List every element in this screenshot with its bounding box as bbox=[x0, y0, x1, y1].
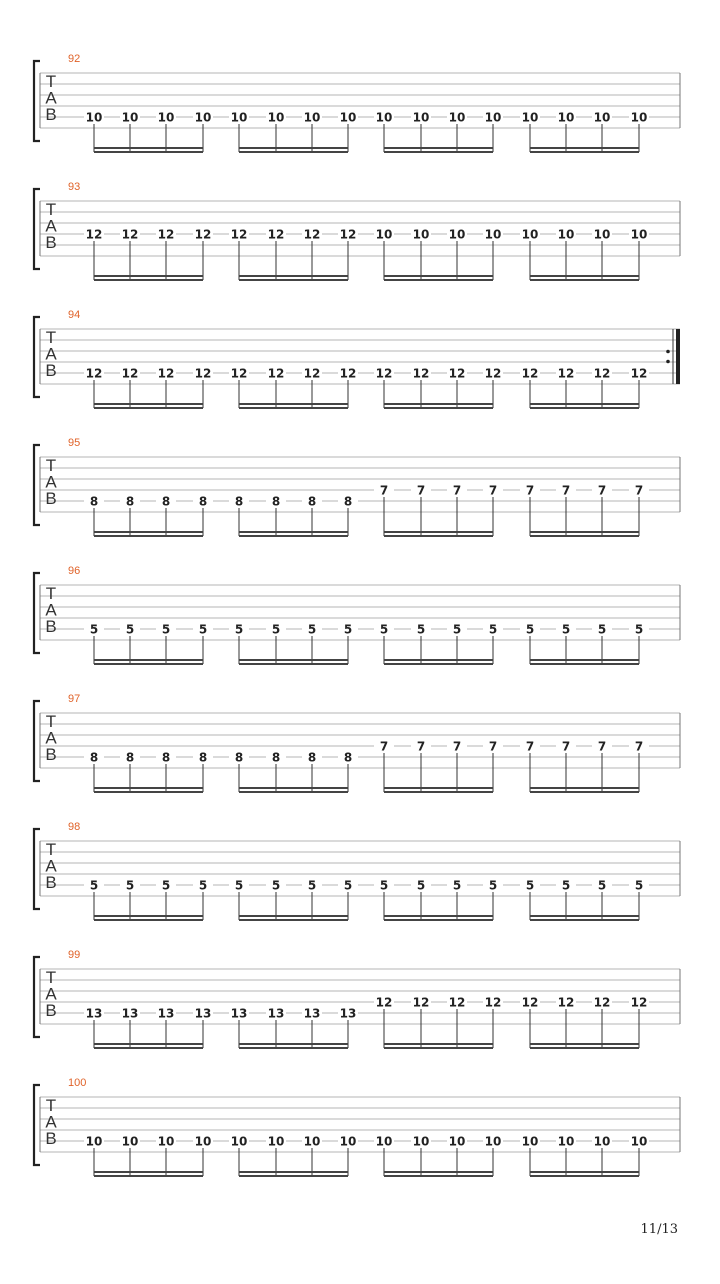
fret-number: 5 bbox=[452, 622, 462, 637]
fret-number: 5 bbox=[307, 878, 317, 893]
fret-number: 12 bbox=[375, 995, 393, 1010]
fret-number: 13 bbox=[85, 1006, 103, 1021]
fret-number: 12 bbox=[194, 227, 212, 242]
tab-system bbox=[34, 821, 680, 920]
fret-number: 5 bbox=[271, 622, 281, 637]
tab-clef-letter: B bbox=[45, 873, 57, 892]
system-bracket bbox=[34, 189, 40, 269]
fret-number: 7 bbox=[561, 739, 571, 754]
fret-number: 12 bbox=[339, 366, 357, 381]
fret-number: 7 bbox=[488, 483, 498, 498]
tab-clef-letter: T bbox=[45, 456, 57, 475]
fret-number: 10 bbox=[375, 1134, 393, 1149]
fret-number: 5 bbox=[525, 878, 535, 893]
measure-number: 95 bbox=[68, 437, 81, 449]
tab-clef-letter: T bbox=[45, 200, 57, 219]
fret-number: 12 bbox=[630, 995, 648, 1010]
system-bracket bbox=[34, 445, 40, 525]
fret-number: 13 bbox=[303, 1006, 321, 1021]
measure-number: 99 bbox=[68, 949, 81, 961]
fret-number: 10 bbox=[267, 110, 285, 125]
fret-number: 10 bbox=[230, 110, 248, 125]
fret-number: 7 bbox=[561, 483, 571, 498]
fret-number: 10 bbox=[303, 1134, 321, 1149]
fret-number: 5 bbox=[561, 878, 571, 893]
fret-number: 12 bbox=[303, 227, 321, 242]
tab-clef-letter: T bbox=[45, 840, 57, 859]
fret-number: 7 bbox=[416, 739, 426, 754]
fret-number: 7 bbox=[452, 739, 462, 754]
system-bracket bbox=[34, 829, 40, 909]
fret-number: 10 bbox=[375, 110, 393, 125]
fret-number: 10 bbox=[194, 1134, 212, 1149]
fret-number: 10 bbox=[157, 110, 175, 125]
fret-number: 5 bbox=[525, 622, 535, 637]
measure-number: 92 bbox=[68, 53, 81, 65]
fret-number: 10 bbox=[484, 227, 502, 242]
fret-number: 10 bbox=[339, 110, 357, 125]
fret-number: 5 bbox=[452, 878, 462, 893]
fret-number: 5 bbox=[234, 622, 244, 637]
repeat-dot bbox=[666, 360, 670, 364]
fret-number: 10 bbox=[521, 1134, 539, 1149]
fret-number: 12 bbox=[557, 366, 575, 381]
fret-number: 5 bbox=[416, 622, 426, 637]
tab-clef-letter: T bbox=[45, 968, 57, 987]
fret-number: 5 bbox=[379, 622, 389, 637]
fret-number: 5 bbox=[307, 622, 317, 637]
system-bracket bbox=[34, 61, 40, 141]
fret-number: 7 bbox=[525, 483, 535, 498]
fret-number: 7 bbox=[525, 739, 535, 754]
fret-number: 7 bbox=[597, 483, 607, 498]
fret-number: 12 bbox=[448, 995, 466, 1010]
system-bracket bbox=[34, 1085, 40, 1165]
fret-number: 10 bbox=[85, 1134, 103, 1149]
fret-number: 10 bbox=[557, 227, 575, 242]
tab-system bbox=[34, 53, 680, 152]
fret-number: 8 bbox=[125, 494, 135, 509]
fret-number: 12 bbox=[593, 366, 611, 381]
fret-number: 8 bbox=[198, 494, 208, 509]
fret-number: 10 bbox=[484, 110, 502, 125]
tab-clef-letter: B bbox=[45, 617, 57, 636]
fret-number: 7 bbox=[634, 483, 644, 498]
fret-number: 10 bbox=[412, 227, 430, 242]
fret-number: 8 bbox=[234, 494, 244, 509]
fret-number: 8 bbox=[271, 494, 281, 509]
tab-clef-letter: A bbox=[45, 344, 57, 364]
tab-system bbox=[34, 693, 680, 792]
fret-number: 5 bbox=[561, 622, 571, 637]
tab-system bbox=[34, 565, 680, 664]
fret-number: 12 bbox=[85, 227, 103, 242]
fret-number: 5 bbox=[488, 622, 498, 637]
fret-number: 8 bbox=[161, 494, 171, 509]
fret-number: 12 bbox=[412, 995, 430, 1010]
fret-number: 10 bbox=[339, 1134, 357, 1149]
tab-clef-letter: B bbox=[45, 745, 57, 764]
tab-clef-letter: B bbox=[45, 1129, 57, 1148]
fret-number: 12 bbox=[121, 366, 139, 381]
fret-number: 10 bbox=[521, 227, 539, 242]
tab-clef-letter: T bbox=[45, 584, 57, 603]
fret-number: 5 bbox=[634, 622, 644, 637]
fret-number: 7 bbox=[379, 739, 389, 754]
fret-number: 12 bbox=[412, 366, 430, 381]
fret-number: 12 bbox=[267, 366, 285, 381]
fret-number: 13 bbox=[157, 1006, 175, 1021]
fret-number: 12 bbox=[484, 995, 502, 1010]
fret-number: 7 bbox=[597, 739, 607, 754]
fret-number: 10 bbox=[157, 1134, 175, 1149]
tab-clef-letter: A bbox=[45, 600, 57, 620]
fret-number: 10 bbox=[521, 110, 539, 125]
fret-number: 13 bbox=[194, 1006, 212, 1021]
fret-number: 5 bbox=[379, 878, 389, 893]
fret-number: 12 bbox=[339, 227, 357, 242]
fret-number: 12 bbox=[521, 995, 539, 1010]
fret-number: 10 bbox=[412, 1134, 430, 1149]
fret-number: 10 bbox=[630, 110, 648, 125]
fret-number: 8 bbox=[307, 750, 317, 765]
fret-number: 5 bbox=[634, 878, 644, 893]
fret-number: 10 bbox=[303, 110, 321, 125]
fret-number: 12 bbox=[448, 366, 466, 381]
fret-number: 5 bbox=[89, 622, 99, 637]
fret-number: 10 bbox=[267, 1134, 285, 1149]
tab-system bbox=[34, 437, 680, 536]
tab-clef-letter: B bbox=[45, 361, 57, 380]
tab-clef-letter: B bbox=[45, 489, 57, 508]
tab-clef-letter: B bbox=[45, 105, 57, 124]
fret-number: 8 bbox=[343, 750, 353, 765]
fret-number: 10 bbox=[85, 110, 103, 125]
fret-number: 12 bbox=[375, 366, 393, 381]
tab-clef-letter: A bbox=[45, 88, 57, 108]
fret-number: 12 bbox=[230, 366, 248, 381]
fret-number: 12 bbox=[593, 995, 611, 1010]
fret-number: 5 bbox=[597, 878, 607, 893]
fret-number: 5 bbox=[488, 878, 498, 893]
fret-number: 8 bbox=[89, 750, 99, 765]
tab-clef-letter: T bbox=[45, 712, 57, 731]
fret-number: 10 bbox=[121, 110, 139, 125]
fret-number: 5 bbox=[234, 878, 244, 893]
tab-clef-letter: A bbox=[45, 216, 57, 236]
fret-number: 12 bbox=[303, 366, 321, 381]
tab-system bbox=[34, 181, 680, 280]
fret-number: 12 bbox=[157, 227, 175, 242]
fret-number: 5 bbox=[343, 622, 353, 637]
fret-number: 10 bbox=[593, 227, 611, 242]
fret-number: 7 bbox=[634, 739, 644, 754]
fret-number: 10 bbox=[484, 1134, 502, 1149]
tab-system bbox=[34, 309, 680, 408]
fret-number: 10 bbox=[557, 110, 575, 125]
tab-clef-letter: B bbox=[45, 233, 57, 252]
tab-clef-letter: A bbox=[45, 472, 57, 492]
fret-number: 8 bbox=[89, 494, 99, 509]
fret-number: 10 bbox=[448, 110, 466, 125]
fret-number: 8 bbox=[307, 494, 317, 509]
fret-number: 10 bbox=[630, 227, 648, 242]
fret-number: 8 bbox=[234, 750, 244, 765]
tab-clef-letter: T bbox=[45, 72, 57, 91]
tab-clef-letter: A bbox=[45, 984, 57, 1004]
tab-system bbox=[34, 949, 680, 1048]
tab-clef-letter: A bbox=[45, 728, 57, 748]
measure-number: 93 bbox=[68, 181, 81, 193]
fret-number: 8 bbox=[343, 494, 353, 509]
fret-number: 7 bbox=[416, 483, 426, 498]
fret-number: 10 bbox=[593, 1134, 611, 1149]
tab-clef-letter: A bbox=[45, 1112, 57, 1132]
fret-number: 13 bbox=[267, 1006, 285, 1021]
fret-number: 10 bbox=[230, 1134, 248, 1149]
fret-number: 8 bbox=[161, 750, 171, 765]
page-number: 11/13 bbox=[640, 1222, 678, 1237]
fret-number: 7 bbox=[379, 483, 389, 498]
fret-number: 7 bbox=[488, 739, 498, 754]
fret-number: 10 bbox=[448, 1134, 466, 1149]
fret-number: 5 bbox=[161, 622, 171, 637]
measure-number: 100 bbox=[68, 1077, 87, 1089]
fret-number: 8 bbox=[198, 750, 208, 765]
fret-number: 12 bbox=[85, 366, 103, 381]
system-bracket bbox=[34, 317, 40, 397]
measure-number: 97 bbox=[68, 693, 81, 705]
fret-number: 10 bbox=[194, 110, 212, 125]
fret-number: 5 bbox=[416, 878, 426, 893]
tab-clef-letter: A bbox=[45, 856, 57, 876]
fret-number: 8 bbox=[271, 750, 281, 765]
tab-clef-letter: T bbox=[45, 1096, 57, 1115]
fret-number: 12 bbox=[267, 227, 285, 242]
fret-number: 5 bbox=[89, 878, 99, 893]
fret-number: 12 bbox=[121, 227, 139, 242]
fret-number: 5 bbox=[198, 878, 208, 893]
tab-clef-letter: T bbox=[45, 328, 57, 347]
measure-number: 96 bbox=[68, 565, 81, 577]
system-bracket bbox=[34, 573, 40, 653]
measure-number: 94 bbox=[68, 309, 81, 321]
fret-number: 12 bbox=[157, 366, 175, 381]
fret-number: 12 bbox=[630, 366, 648, 381]
fret-number: 10 bbox=[412, 110, 430, 125]
fret-number: 7 bbox=[452, 483, 462, 498]
fret-number: 10 bbox=[630, 1134, 648, 1149]
system-bracket bbox=[34, 957, 40, 1037]
fret-number: 5 bbox=[343, 878, 353, 893]
fret-number: 13 bbox=[339, 1006, 357, 1021]
fret-number: 13 bbox=[230, 1006, 248, 1021]
fret-number: 12 bbox=[557, 995, 575, 1010]
fret-number: 5 bbox=[198, 622, 208, 637]
repeat-dot bbox=[666, 350, 670, 354]
fret-number: 10 bbox=[375, 227, 393, 242]
fret-number: 5 bbox=[271, 878, 281, 893]
fret-number: 10 bbox=[121, 1134, 139, 1149]
fret-number: 12 bbox=[230, 227, 248, 242]
fret-number: 5 bbox=[161, 878, 171, 893]
fret-number: 8 bbox=[125, 750, 135, 765]
tab-system bbox=[34, 1077, 680, 1176]
fret-number: 13 bbox=[121, 1006, 139, 1021]
fret-number: 10 bbox=[557, 1134, 575, 1149]
system-bracket bbox=[34, 701, 40, 781]
fret-number: 12 bbox=[194, 366, 212, 381]
measure-number: 98 bbox=[68, 821, 81, 833]
fret-number: 5 bbox=[125, 878, 135, 893]
fret-number: 5 bbox=[597, 622, 607, 637]
fret-number: 5 bbox=[125, 622, 135, 637]
fret-number: 12 bbox=[521, 366, 539, 381]
fret-number: 12 bbox=[484, 366, 502, 381]
fret-number: 10 bbox=[448, 227, 466, 242]
tab-clef-letter: B bbox=[45, 1001, 57, 1020]
fret-number: 10 bbox=[593, 110, 611, 125]
